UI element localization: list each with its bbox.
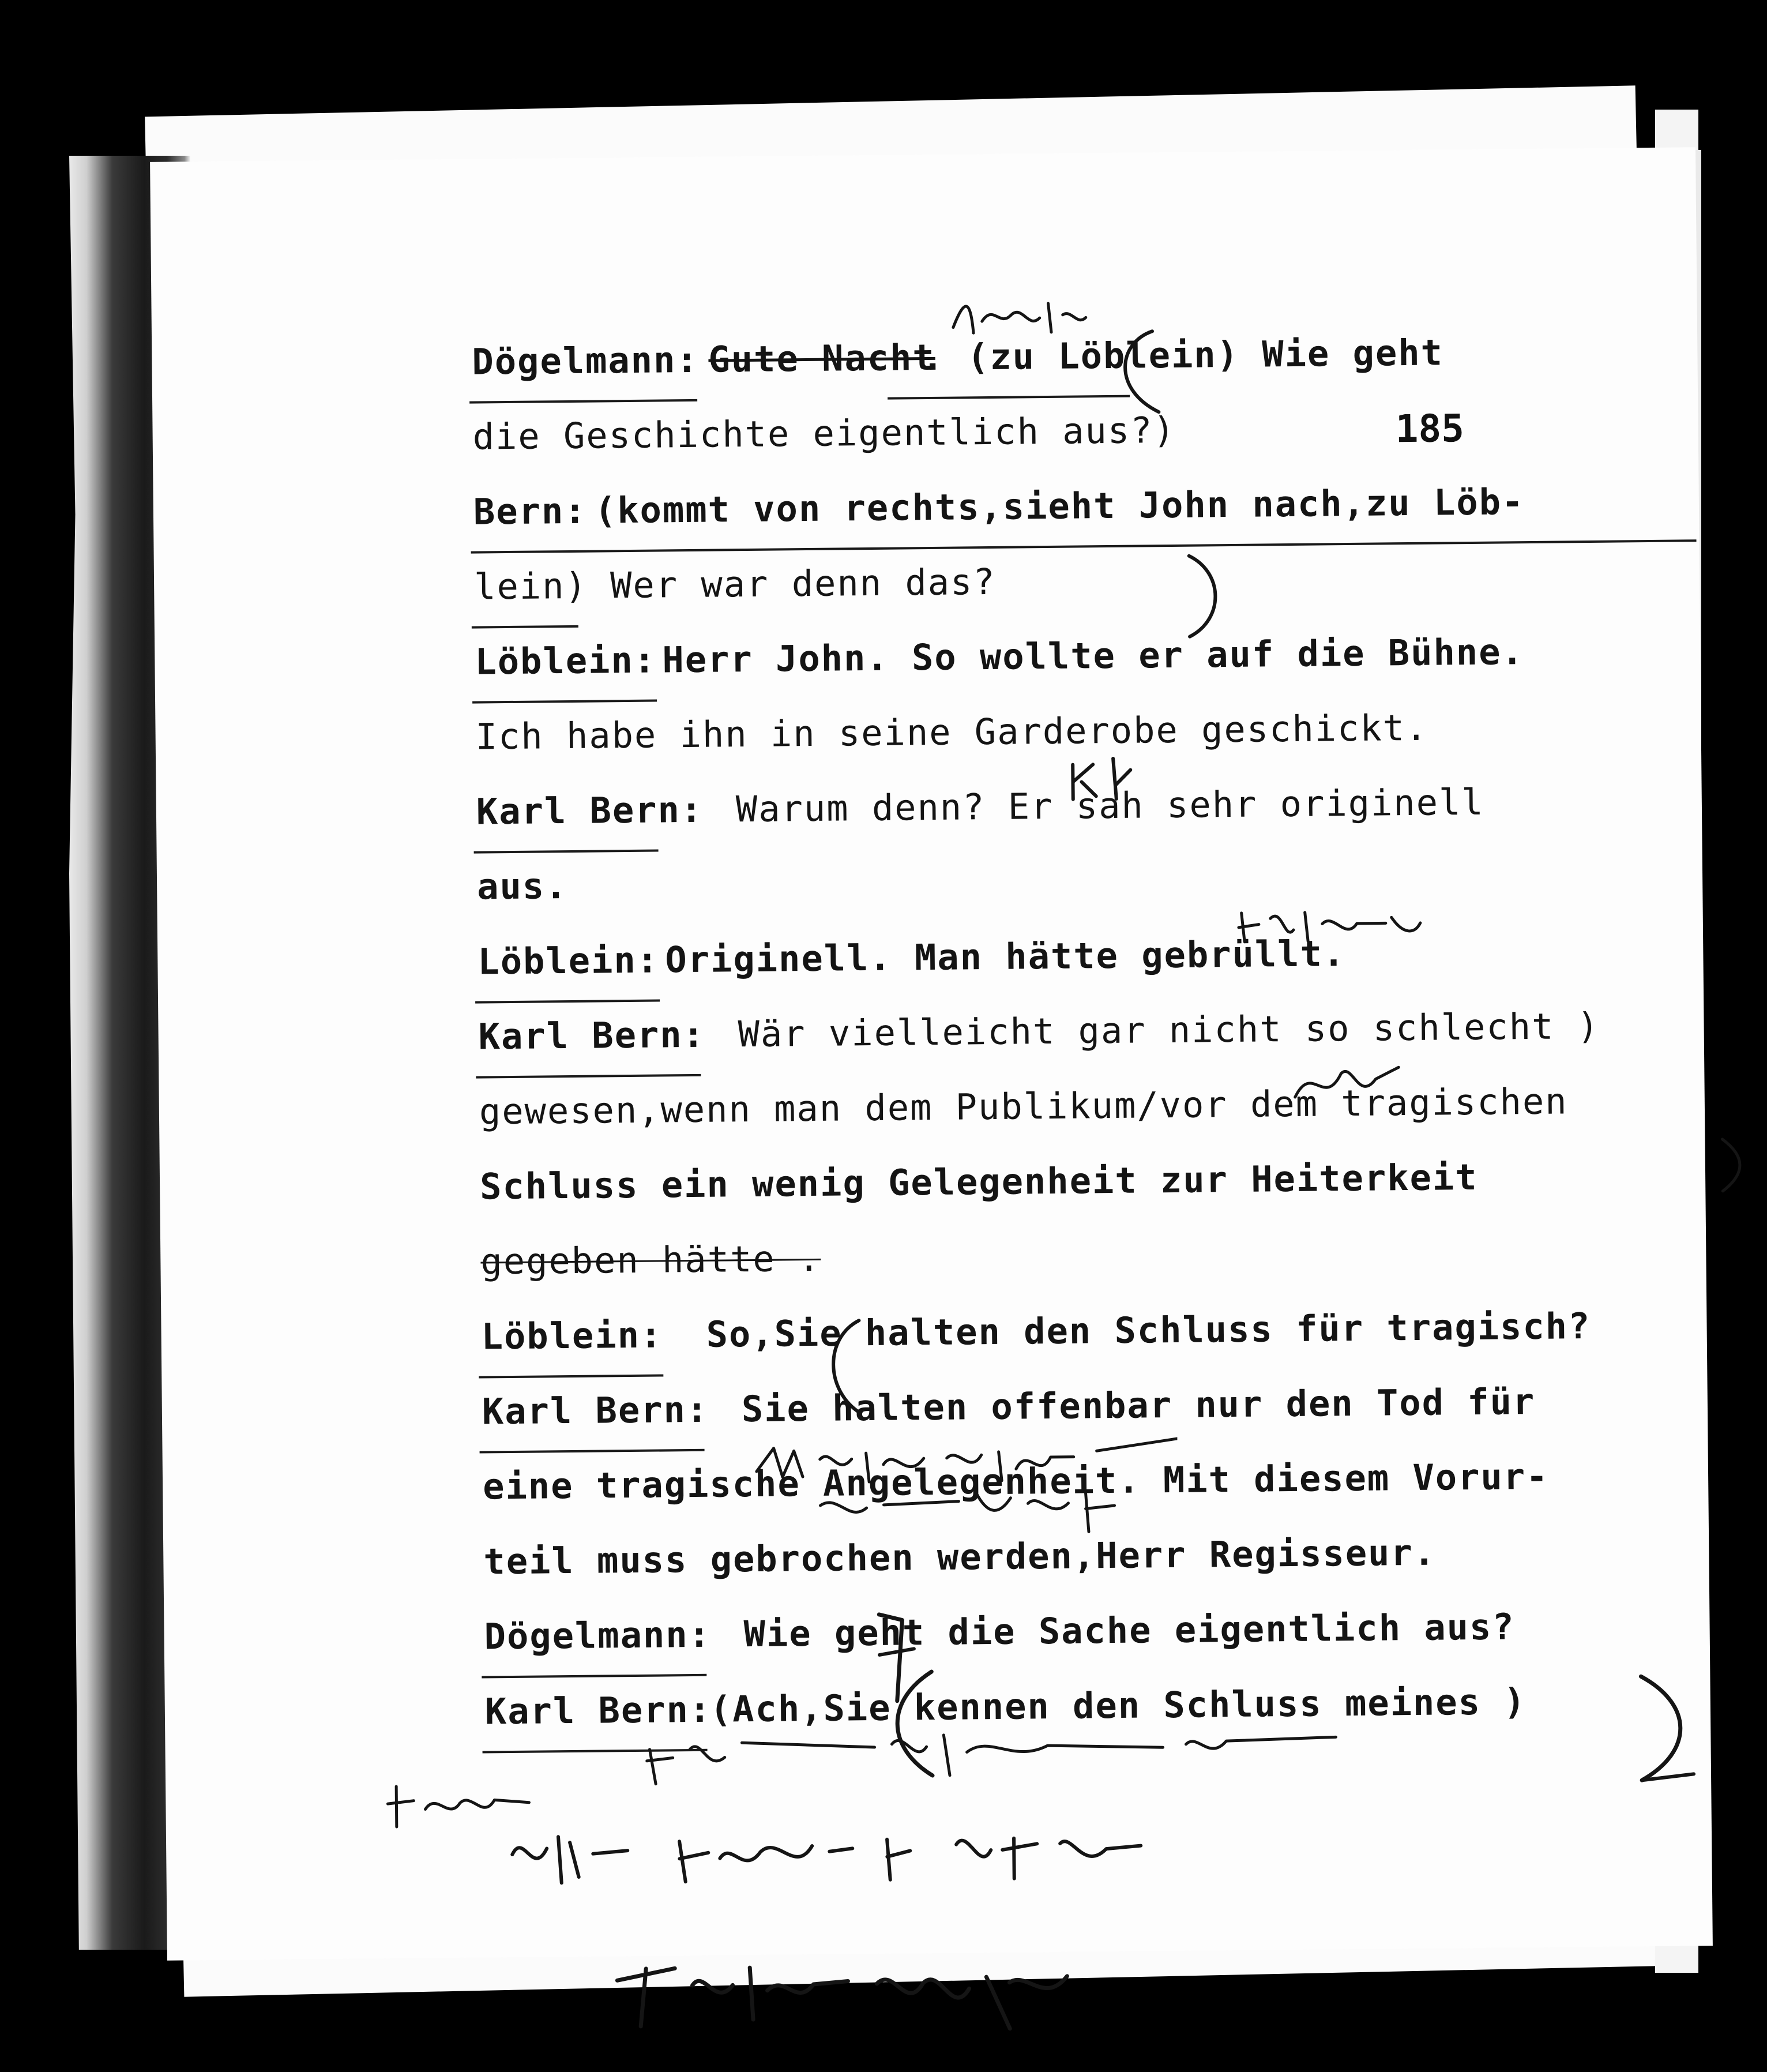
script-line (160, 1229, 1706, 1301)
line-text: eine tragische Angelegenheit. Mit diesem Vorur- (482, 1455, 1549, 1508)
handwritten-annotation (1061, 752, 1166, 805)
speaker-name: Löblein: (481, 1313, 663, 1358)
script-line (152, 329, 1698, 401)
line-text: Originell. Man hätte gebrüllt. (665, 932, 1346, 981)
line-text: Warum denn? Er sah sehr originell (735, 780, 1484, 831)
speaker-underline (474, 850, 659, 854)
speaker-name: Bern: (473, 489, 587, 533)
line-text: Wie geht die Sache eigentlich aus? (743, 1605, 1516, 1656)
page-number: 185 (1395, 406, 1465, 452)
script-line (153, 479, 1700, 551)
handwritten-annotation (1289, 1056, 1405, 1114)
speaker-underline (469, 399, 697, 404)
line-text: Ich habe ihn in seine Garderobe geschickt. (475, 706, 1428, 758)
line-text: Herr John. So wollte er auf die Bühne. (662, 630, 1525, 681)
speaker-underline (479, 1374, 663, 1378)
speaker-underline (888, 395, 1130, 400)
script-line (152, 404, 1698, 476)
script-line (155, 704, 1701, 776)
handwritten-bracket (1629, 1670, 1711, 1786)
handwritten-annotation (644, 1718, 1509, 1795)
speaker-name: Dögelmann: (484, 1613, 712, 1658)
speaker-underline (472, 700, 657, 704)
speaker-name: Karl Bern: (478, 1013, 706, 1058)
line-text: Wär vielleicht gar nicht so schlecht ) (738, 1004, 1600, 1056)
speaker-underline (482, 1674, 706, 1679)
handwritten-annotation (1235, 900, 1426, 948)
handwritten-bracket (1183, 550, 1231, 643)
struck-text: Gute Nacht (708, 336, 936, 381)
line-text: Sie halten offenbar nur den Tod für (741, 1380, 1536, 1431)
handwritten-note (506, 1812, 1343, 1901)
line-text: teil muss gebrochen werden,Herr Regisseur. (483, 1531, 1437, 1583)
line-text: aus. (476, 865, 568, 908)
speaker-underline (480, 1449, 705, 1454)
typescript-page (150, 147, 1713, 1961)
script-line (157, 929, 1704, 1001)
line-text: lein) Wer war denn das? (473, 560, 997, 608)
line-text: Schluss ein wenig Gelegenheit zur Heiterkeit (479, 1155, 1478, 1208)
speaker-underline (475, 1000, 660, 1004)
handwritten-annotation (814, 1480, 1138, 1540)
script-line (160, 1154, 1706, 1226)
speaker-name: Löblein: (475, 639, 657, 683)
speaker-underline (476, 1074, 701, 1079)
handwritten-bracket (1100, 325, 1171, 418)
line-text: gegeben hätte . (480, 1237, 821, 1283)
handwritten-note (606, 1941, 1103, 2044)
handwritten-bracket (807, 1315, 877, 1419)
speaker-name: Dögelmann: (472, 338, 700, 383)
script-line (154, 554, 1700, 626)
line-text: (Ach,Sie kennen den Schluss meines ) (709, 1680, 1527, 1731)
line-text: So,Sie halten den Schluss für tragisch? (706, 1305, 1591, 1356)
speaker-underline (472, 625, 578, 629)
speaker-name: Karl Bern: (484, 1688, 712, 1733)
handwritten-bracket (862, 1666, 956, 1782)
handwritten-bracket (1716, 1133, 1757, 1197)
script-line (158, 1004, 1704, 1076)
line-text: die Geschichte eigentlich aus?) (472, 408, 1176, 458)
script-line (155, 629, 1701, 701)
script-line (157, 854, 1703, 926)
speaker-name: Karl Bern: (476, 788, 704, 833)
script-line (156, 779, 1702, 851)
script-line (161, 1304, 1707, 1376)
speaker-name: Karl Bern: (482, 1388, 709, 1433)
line-text: (kommt von rechts,sieht John nach,zu Löb- (594, 481, 1525, 532)
line-text: . (zu Löblein) Wie geht (922, 331, 1444, 379)
speaker-name: Löblein: (478, 939, 660, 983)
script-line (163, 1529, 1709, 1601)
line-text: gewesen,wenn man dem Publikum/vor dem tragischen (479, 1080, 1568, 1133)
script-line (159, 1079, 1705, 1151)
